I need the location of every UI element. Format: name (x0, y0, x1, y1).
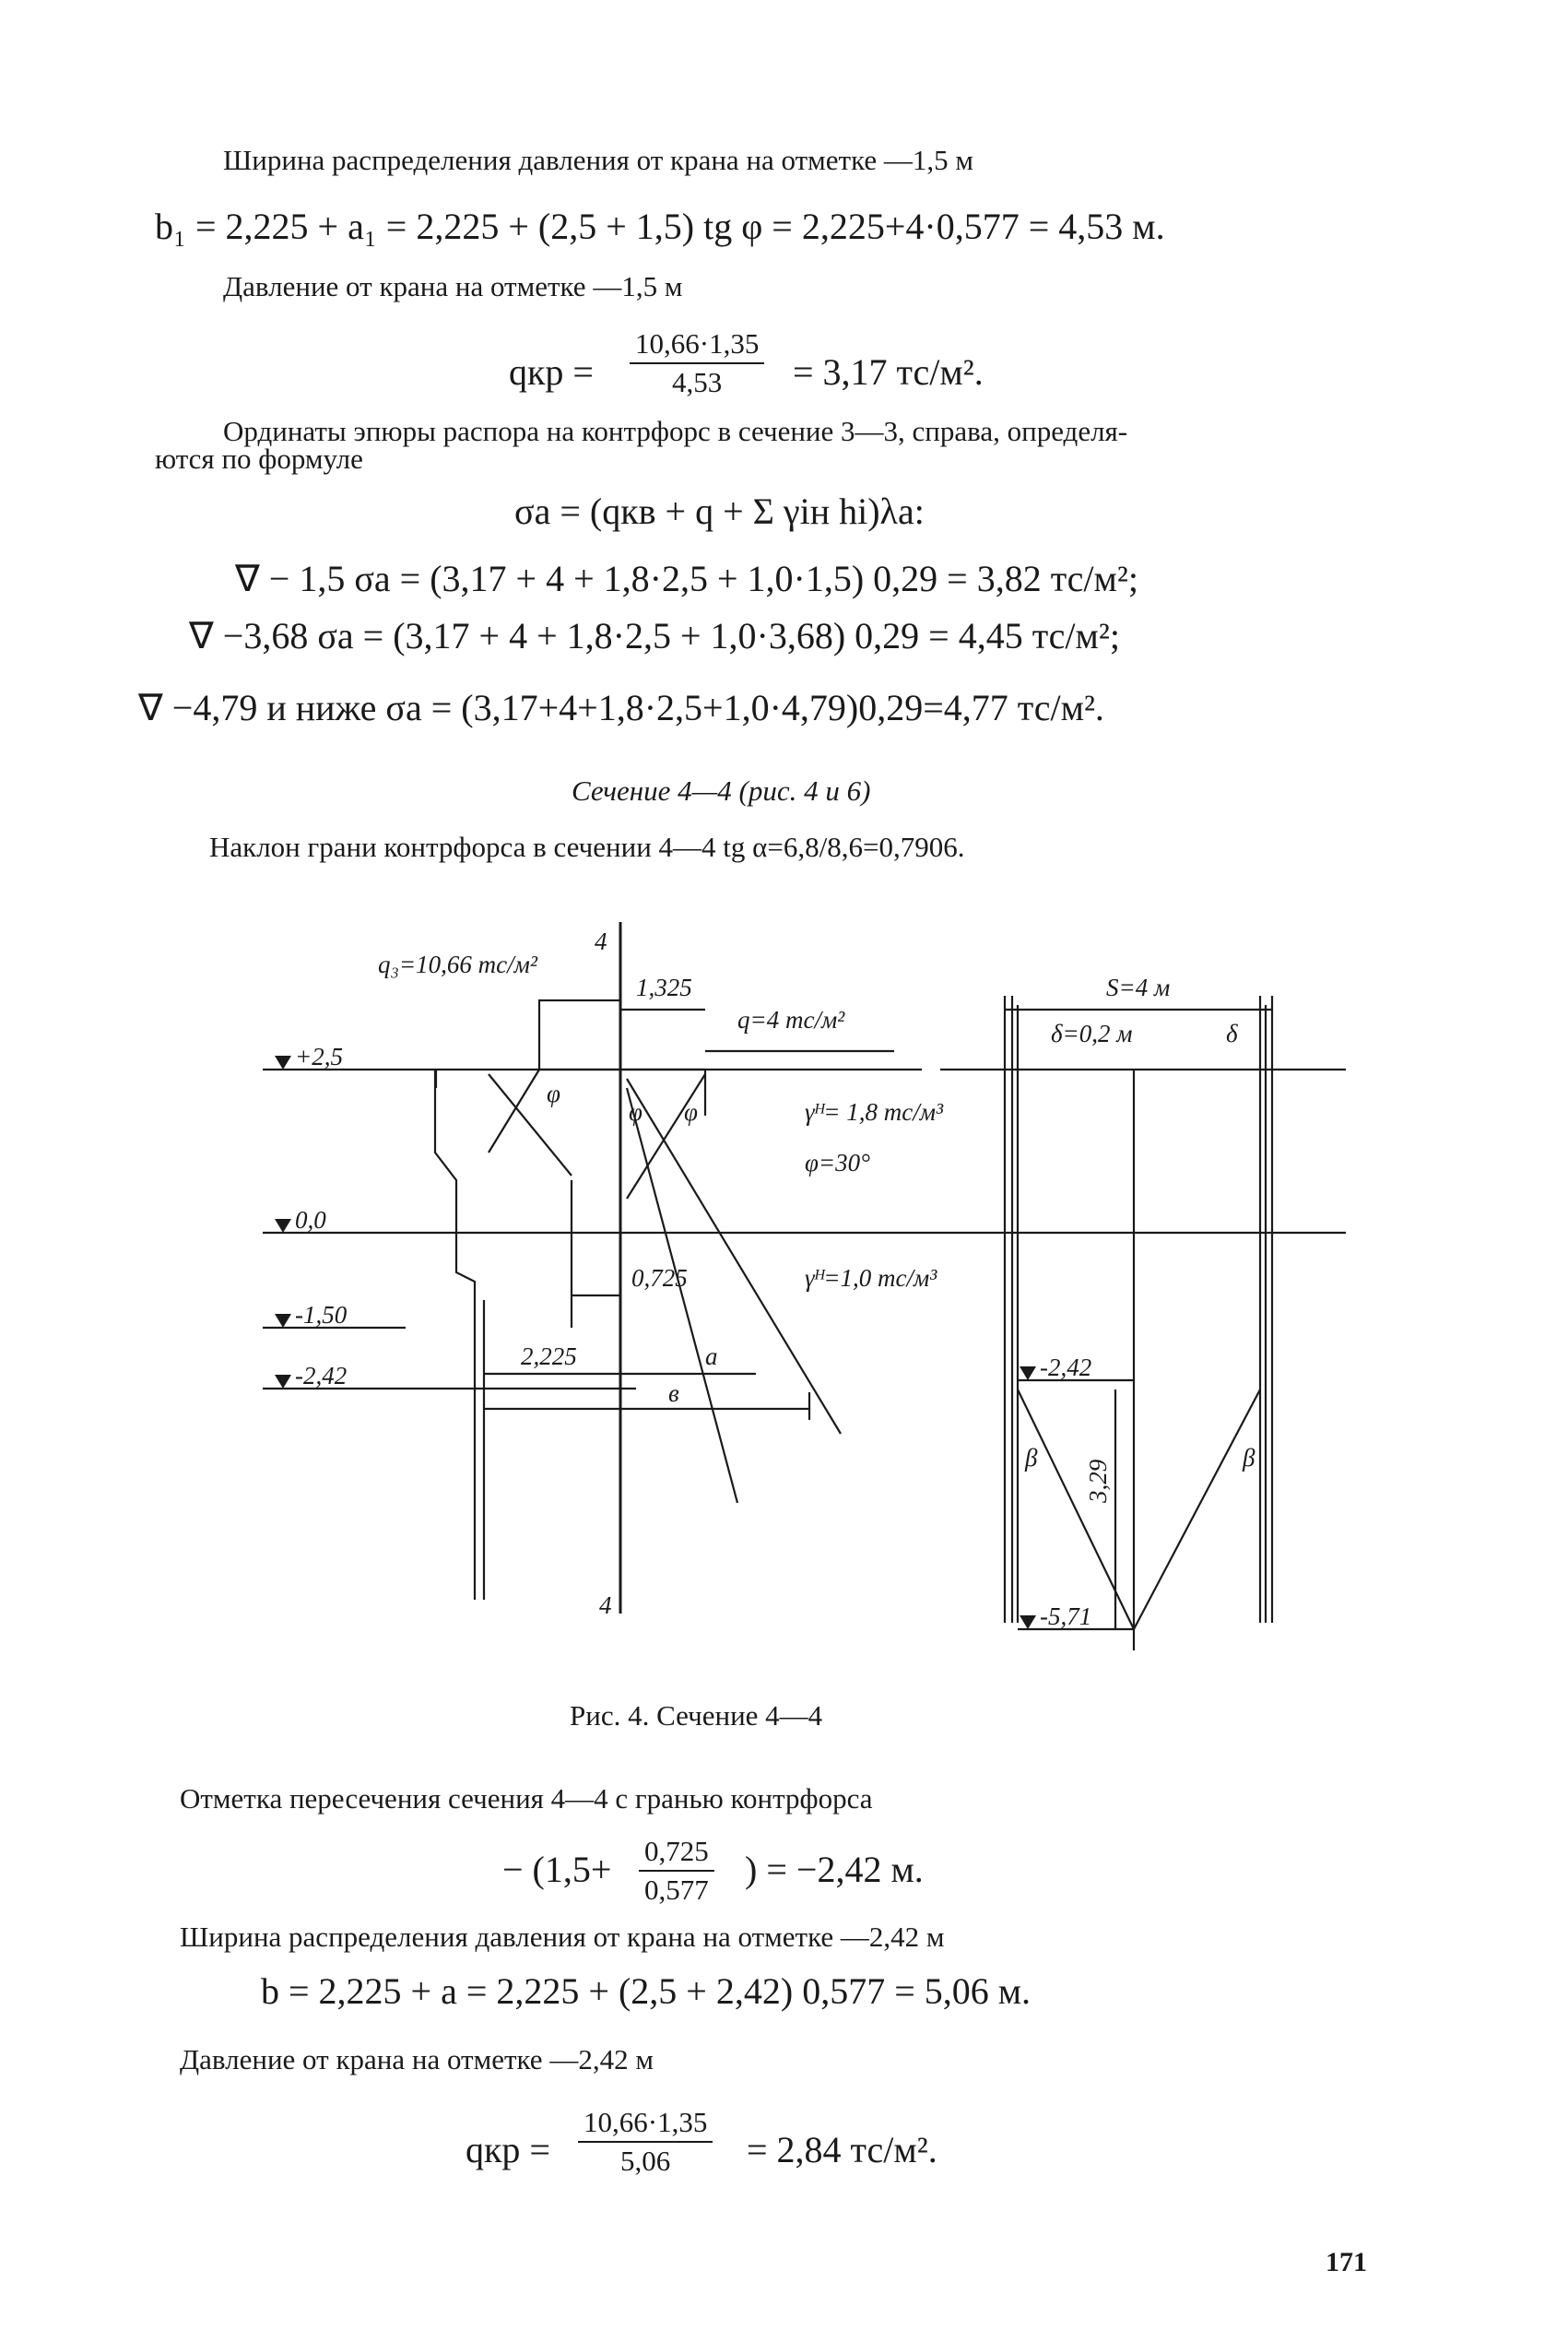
equation-lhs: − (1,5+ (502, 1849, 612, 1890)
label-phi: φ (629, 1098, 643, 1126)
label-a: a (705, 1342, 718, 1370)
label-phi: φ (684, 1098, 698, 1126)
diagram-line (1134, 1389, 1260, 1629)
label-mark-right-2-42: -2,42 (1040, 1354, 1092, 1381)
fraction (630, 327, 764, 399)
text-line: Отметка пересечения сечения 4—4 с гранью контрфорса (180, 1782, 873, 1815)
label-gamma-1-0: γᴴ=1,0 тс/м³ (805, 1264, 937, 1292)
fraction-numerator: 10,66·1,35 (578, 2106, 713, 2143)
label-delta: δ=0,2 м (1051, 1020, 1133, 1047)
label-1325: 1,325 (636, 974, 692, 1001)
label-phi-30: φ=30° (805, 1149, 870, 1176)
fraction-denominator: 4,53 (672, 366, 723, 398)
label-beta: β (1025, 1444, 1038, 1472)
fraction-denominator: 0,577 (644, 1874, 709, 1906)
equation-rhs: = 3,17 тс/м². (793, 351, 984, 393)
label-s: S=4 м (1106, 974, 1171, 1001)
text-line: ются по формуле (155, 443, 363, 475)
equation-b1: b₁ = 2,225 + a₁ = 2,225 + (2,5 + 1,5) tg φ = 2,225+4·0,577 = 4,53 м. (155, 206, 1165, 247)
text-line: Давление от крана на отметке —2,42 м (180, 2043, 654, 2075)
label-mark-minus-2-42: -2,42 (295, 1362, 348, 1389)
fraction-numerator: 10,66·1,35 (630, 327, 764, 364)
spread-line (627, 1074, 705, 1199)
page-number: 171 (1326, 2247, 1367, 2277)
label-b: в (668, 1379, 679, 1407)
label-q4: q=4 тс/м² (737, 1006, 845, 1034)
crane-block (539, 1000, 620, 1070)
section-heading: Сечение 4—4 (рис. 4 и 6) (572, 774, 871, 807)
text-line: Ширина распределения давления от крана на отметке —2,42 м (180, 1921, 945, 1953)
result-line: ∇ −3,68 σa = (3,17 + 4 + 1,8·2,5 + 1,0·3,68) 0,29 = 4,45 тс/м²; (189, 615, 1120, 656)
label-329: 3,29 (1084, 1459, 1112, 1503)
label-delta: δ (1226, 1020, 1238, 1047)
spread-line-long (627, 1079, 841, 1434)
label-gamma-1-8: γᴴ= 1,8 тс/м³ (805, 1098, 944, 1126)
equation-rhs: = 2,84 тс/м². (747, 2129, 937, 2170)
text-line: Ординаты эпюры распора на контрфорс в сечение 3—3, справа, определя- (223, 415, 1128, 447)
label-2225: 2,225 (521, 1342, 577, 1370)
fraction (578, 2106, 713, 2178)
label-mark-right-5-71: -5,71 (1040, 1602, 1092, 1630)
label-beta: β (1243, 1444, 1256, 1472)
spread-line-long (627, 1088, 737, 1503)
label-mark-plus-2-5: +2,5 (295, 1043, 343, 1070)
result-line: ∇ − 1,5 σa = (3,17 + 4 + 1,8·2,5 + 1,0·1,5) 0,29 = 3,82 тс/м²; (235, 558, 1138, 599)
fraction-numerator: 0,725 (639, 1835, 714, 1872)
label-mark-minus-1-50: -1,50 (295, 1301, 348, 1329)
label-section-top: 4 (595, 928, 607, 955)
figure-section-4-4 (0, 904, 1568, 1687)
formula-sigma: σa = (qкв + q + Σ γiн hi)λa: (514, 491, 925, 532)
wall-profile-left (435, 1070, 475, 1600)
text-line: Ширина распределения давления от крана на отметке —1,5 м (223, 144, 974, 176)
label-q3: q₃=10,66 тс/м² (378, 951, 537, 978)
equation-lhs: qкр = (466, 2129, 550, 2170)
equation-lhs: qкр = (509, 351, 594, 393)
label-section-bottom: 4 (599, 1591, 612, 1619)
fraction-denominator: 5,06 (620, 2145, 671, 2177)
label-0725: 0,725 (631, 1264, 688, 1292)
fraction (639, 1835, 714, 1907)
figure-caption: Рис. 4. Сечение 4—4 (570, 1699, 823, 1732)
level-markers (275, 1056, 1036, 1629)
equation-rhs: ) = −2,42 м. (745, 1849, 924, 1890)
result-line: ∇ −4,79 и ниже σa = (3,17+4+1,8·2,5+1,0·4,79)0,29=4,77 тс/м². (138, 687, 1104, 728)
equation-b: b = 2,225 + a = 2,225 + (2,5 + 2,42) 0,577 = 5,06 м. (261, 1970, 1032, 2012)
text-line: Наклон грани контрфорса в сечении 4—4 tg α=6,8/8,6=0,7906. (209, 831, 965, 863)
label-phi: φ (547, 1080, 560, 1107)
label-mark-0-0: 0,0 (295, 1206, 326, 1234)
text-line: Давление от крана на отметке —1,5 м (223, 270, 683, 302)
